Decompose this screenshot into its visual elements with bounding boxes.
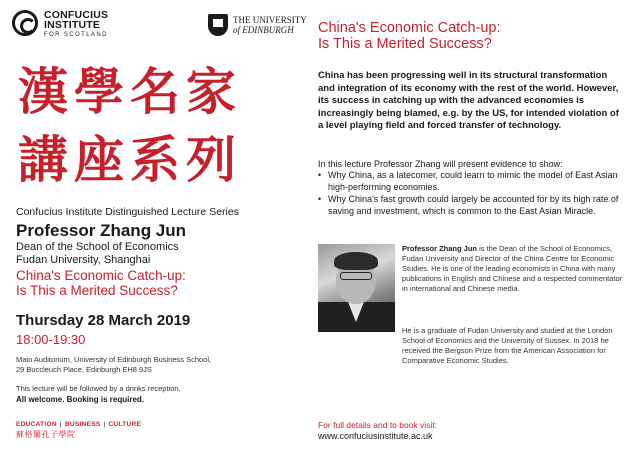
confucius-institute-logo xyxy=(12,10,152,40)
bio-text: is the Dean of the School of Economics, Fudan University and Director of the China Centre for Economic Studies. He is one of the leading economists in China with many publications in English and Chinese and a respected commentator in international and Chinese media. xyxy=(402,244,623,293)
bio-speaker-name: Professor Zhang Jun xyxy=(402,244,478,253)
lecture-title-left xyxy=(16,268,186,298)
institute-chinese-name: 蘇格蘭孔子學院 xyxy=(16,430,76,439)
lecture-title-line1: China's Economic Catch-up: xyxy=(16,268,186,283)
ci-logo-line3: FOR SCOTLAND xyxy=(44,32,108,38)
uoe-logo-line2: of EDINBURGH xyxy=(233,25,294,35)
event-date: Thursday 28 March 2019 xyxy=(16,312,191,329)
tag-culture: CULTURE xyxy=(108,421,142,428)
ci-logo-line1: CONFUCIUS xyxy=(44,9,109,21)
booking-details-label: For full details and to book visit: xyxy=(318,420,438,430)
chinese-calligraphy-title: 漢學名家講座系列 xyxy=(18,62,242,189)
speaker-bio xyxy=(402,244,626,294)
event-venue xyxy=(16,355,211,375)
lecture-title-right-line2: Is This a Merited Success? xyxy=(318,36,492,52)
event-time: 18:00-19:30 xyxy=(16,332,86,347)
lecture-intro: In this lecture Professor Zhang will present evidence to show: xyxy=(318,159,563,169)
lecture-point: • Why China's fast growth could largely be accounted for by its high rate of saving and investment, which is common to the East Asian Miracle. xyxy=(318,194,626,217)
lecture-series-label: Confucius Institute Distinguished Lecture Series xyxy=(16,206,239,218)
drinks-reception-note: This lecture will be followed by a drinks reception. xyxy=(16,384,181,393)
lecture-point: • Why China, as a latecomer, could learn to mimic the model of East Asian high-performing economies. xyxy=(318,170,626,193)
speaker-education: He is a graduate of Fudan University and studied at the London School of Economics and the University of Sussex. In 2018 he received the Bergson Prize from the American Association for Comparative Economic Studies. xyxy=(402,326,613,365)
uoe-logo-line1: THE UNIVERSITY xyxy=(233,15,307,25)
tag-business: BUSINESS xyxy=(64,421,101,428)
booking-url-link[interactable]: www.confuciusinstitute.ac.uk xyxy=(318,431,433,441)
tag-divider: | xyxy=(59,421,62,428)
confucius-institute-wordmark xyxy=(44,10,108,40)
lecture-title-right xyxy=(318,20,501,52)
ci-logo-line2: INSTITUTE xyxy=(44,19,101,31)
university-of-edinburgh-logo xyxy=(208,14,328,38)
speaker-photo xyxy=(318,244,395,332)
speaker-name: Professor Zhang Jun xyxy=(16,221,187,240)
venue-line2: 29 Buccleuch Place, Edinburgh EH8 9JS xyxy=(16,365,152,374)
lecture-abstract: China has been progressing well in its structural transformation and integration of its economy with the rest of the world. However, its success in catching up with the advanced economies is increasingly being blamed, e.g. by the US, for intended violation of a level playing field and forced transfer of technology. xyxy=(318,70,619,131)
university-crest-icon xyxy=(208,14,228,36)
tag-divider: | xyxy=(103,421,106,428)
tag-education: EDUCATION xyxy=(16,421,57,428)
lecture-title-right-line1: China's Economic Catch-up: xyxy=(318,20,501,36)
tagline xyxy=(16,421,141,428)
speaker-affiliation xyxy=(16,241,179,267)
speaker-role: Dean of the School of Economics xyxy=(16,241,179,253)
lecture-title-line2: Is This a Merited Success? xyxy=(16,283,178,298)
lecture-points xyxy=(318,170,626,218)
university-wordmark xyxy=(233,15,307,35)
venue-line1: Main Auditorium, University of Edinburgh Business School, xyxy=(16,355,212,364)
booking-note: All welcome. Booking is required. xyxy=(16,395,145,404)
confucius-institute-emblem-icon xyxy=(12,10,38,36)
speaker-university: Fudan University, Shanghai xyxy=(16,254,151,266)
institute-footer xyxy=(16,421,141,440)
